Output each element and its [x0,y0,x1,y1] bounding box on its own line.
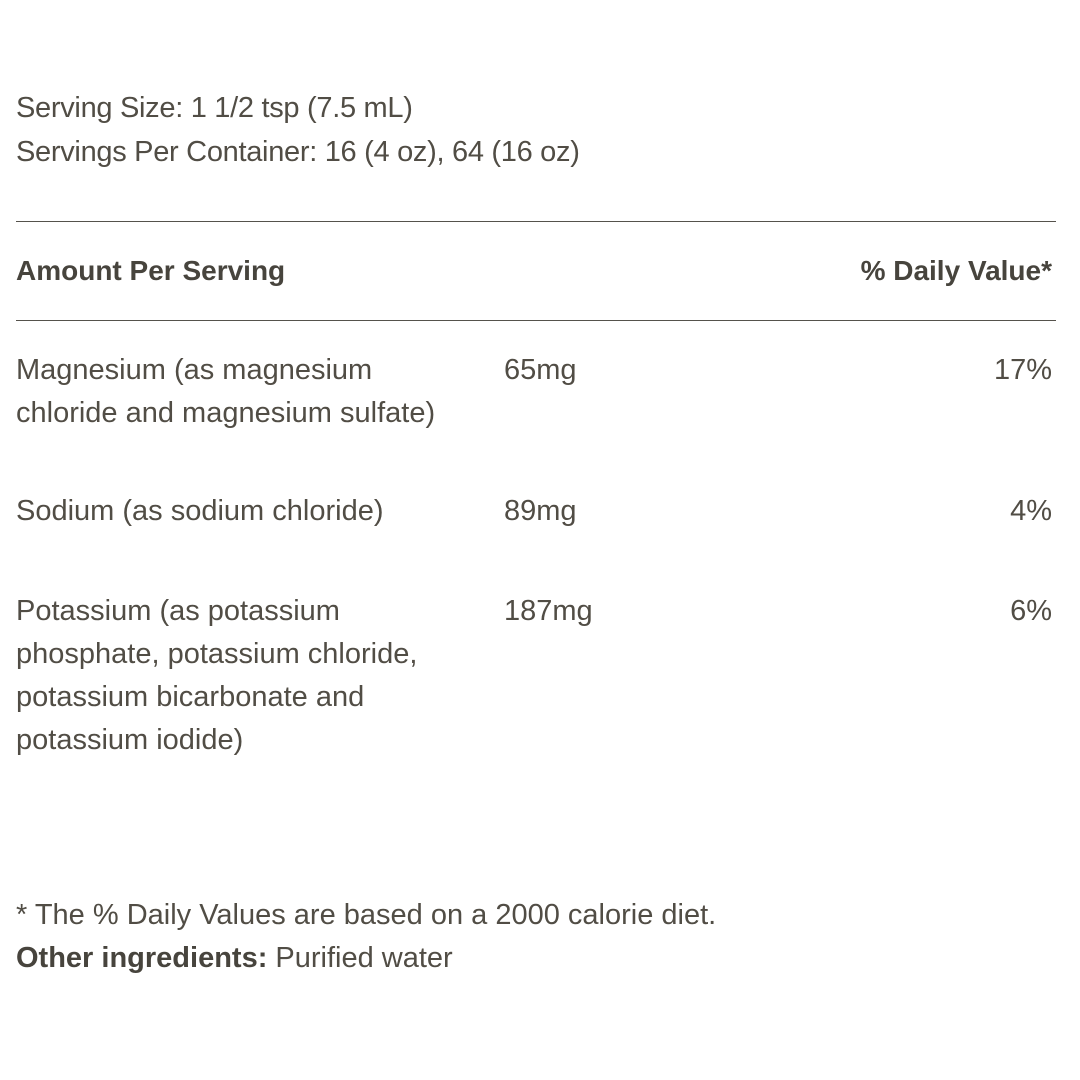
nutrient-daily-value: 4% [1010,495,1052,527]
nutrient-name: Sodium (as sodium chloride) [16,495,384,527]
nutrient-daily-value: 6% [1010,595,1052,627]
other-ingredients [16,937,716,980]
serving-info [16,86,1054,174]
servings-per-container: Servings Per Container: 16 (4 oz), 64 (16 oz) [16,136,580,168]
nutrient-daily-value: 17% [993,354,1052,386]
other-ingredients-label: Other ingredients: [16,942,268,974]
other-ingredients-value: Purified water [267,942,453,974]
nutrient-name: Potassium (as potassium phosphate, potassium chloride, potassium bicarbonate and potassium iodide) [16,595,418,756]
amount-per-serving-header: Amount Per Serving [16,255,286,286]
nutrient-table [16,321,1054,762]
table-row [16,490,1054,533]
serving-size: Serving Size: 1 1/2 tsp (7.5 mL) [16,92,413,124]
nutrient-amount: 65mg [504,354,577,386]
footnote [16,894,716,980]
table-header [16,222,1054,320]
nutrient-amount: 187mg [504,595,593,627]
daily-value-header: % Daily Value* [860,255,1052,286]
supplement-facts-panel [16,86,1054,762]
table-row [16,590,1054,762]
daily-value-note: * The % Daily Values are based on a 2000 calorie diet. [16,899,717,931]
nutrient-name: Magnesium (as magnesium chloride and magnesium sulfate) [16,354,436,429]
nutrient-amount: 89mg [504,495,577,527]
table-row [16,349,1054,435]
